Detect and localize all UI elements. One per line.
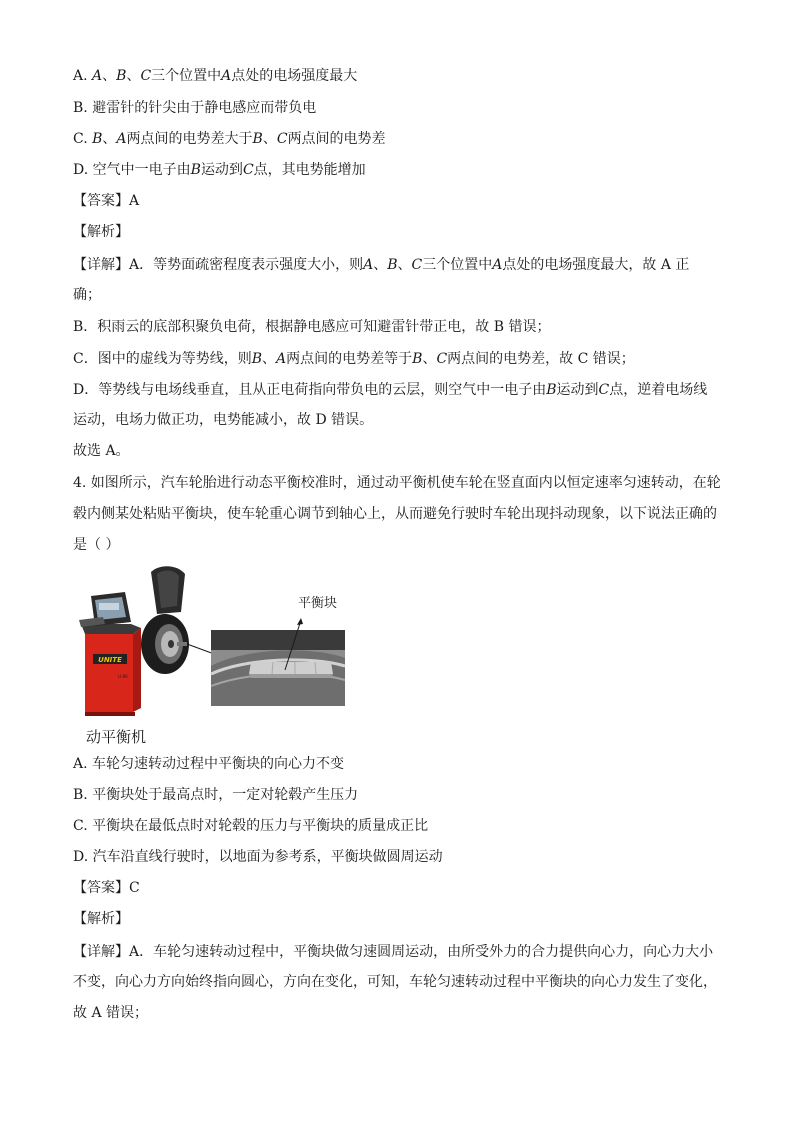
text-fragment: 【详解】A．等势面疏密程度表示强度大小，则 <box>73 257 364 273</box>
text-fragment: 三个位置中 <box>151 68 222 84</box>
prev-answer: 【答案】A <box>73 193 140 209</box>
prev-option-c <box>73 130 386 148</box>
point-a: A <box>116 131 127 147</box>
q4-stem-line3: 是（ ） <box>73 537 120 553</box>
model-label: U-96 <box>118 674 128 679</box>
prev-analysis-title: 【解析】 <box>73 224 129 240</box>
q4-detail-line3: 故 A 错误； <box>73 1005 149 1021</box>
point-c: C <box>140 68 152 84</box>
separator: 、 <box>102 68 117 84</box>
prev-option-d <box>73 161 366 179</box>
option-label: A. <box>73 68 93 84</box>
prev-detail-d-line2: 运动，电场力做正功，电势能减小，故 D 错误。 <box>73 412 374 428</box>
point-a: A <box>363 257 374 273</box>
balancing-machine-illustration <box>79 566 189 716</box>
separator: 、 <box>422 351 437 367</box>
point-b: B <box>190 162 201 178</box>
separator: 、 <box>102 131 117 147</box>
arrow-head-icon <box>297 618 303 625</box>
q4-detail-line1: 【详解】A．车轮匀速转动过程中，平衡块做匀速圆周运动，由所受外力的合力提供向心力，向心力大小 <box>73 944 714 960</box>
prev-conclusion: 故选 A。 <box>73 443 130 459</box>
point-b: B <box>116 68 127 84</box>
prev-detail-b: B．积雨云的底部积聚负电荷，根据静电感应可知避雷针带正电，故 B 错误； <box>73 319 551 335</box>
balance-weight-closeup-photo <box>211 630 345 706</box>
q4-stem-line2: 毂内侧某处粘贴平衡块，使车轮重心调节到轴心上，从而避免行驶时车轮出现抖动现象，以下说法正确的 <box>73 506 717 522</box>
point-a: A <box>221 68 232 84</box>
point-c: C <box>436 351 448 367</box>
point-b: B <box>252 131 263 147</box>
prev-option-b: B. 避雷针的针尖由于静电感应而带负电 <box>73 100 317 116</box>
q4-detail-line2: 不变，向心力方向始终指向圆心，方向在变化，可知，车轮匀速转动过程中平衡块的向心力发生了变化， <box>73 974 717 990</box>
point-b: B <box>251 351 263 367</box>
option-label: C. <box>73 131 93 147</box>
text-fragment: 运动到 <box>556 382 599 398</box>
option-label: D. 空气中一电子由 <box>73 162 191 178</box>
balance-weight-label: 平衡块 <box>298 596 338 611</box>
figure-caption: 动平衡机 <box>86 728 147 746</box>
point-b: B <box>412 351 423 367</box>
q4-option-d: D. 汽车沿直线行驶时，以地面为参考系，平衡块做圆周运动 <box>73 849 443 865</box>
prev-detail-a-line2: 确； <box>73 287 101 303</box>
q4-option-a: A. 车轮匀速转动过程中平衡块的向心力不变 <box>73 756 345 772</box>
q4-analysis-title: 【解析】 <box>73 911 129 927</box>
text-fragment: D．等势线与电场线垂直，且从正电荷指向带负电的云层，则空气中一电子由 <box>73 382 547 398</box>
text-fragment: 点，其电势能增加 <box>253 162 366 178</box>
point-c: C <box>411 257 423 273</box>
point-c: C <box>242 162 254 178</box>
separator: 、 <box>397 257 412 273</box>
q4-answer: 【答案】C <box>73 880 140 896</box>
q4-option-c: C. 平衡块在最低点时对轮毂的压力与平衡块的质量成正比 <box>73 818 429 834</box>
point-a: A <box>92 68 103 84</box>
prev-option-a <box>73 67 357 85</box>
text-fragment: 点处的电场强度最大，故 A 正 <box>502 257 690 273</box>
separator: 、 <box>126 68 141 84</box>
point-a: A <box>276 351 287 367</box>
text-fragment: 点处的电场强度最大 <box>231 68 358 84</box>
separator: 、 <box>262 351 277 367</box>
text-fragment: 两点间的电势差大于 <box>126 131 253 147</box>
prev-detail-a-line1 <box>73 256 689 274</box>
brand-label: UNITE <box>98 656 122 664</box>
text-fragment: 三个位置中 <box>422 257 493 273</box>
prev-detail-c <box>73 350 635 368</box>
point-a: A <box>492 257 503 273</box>
text-fragment: 运动到 <box>200 162 243 178</box>
q4-stem-line1: 4. 如图所示，汽车轮胎进行动态平衡校准时，通过动平衡机使车轮在竖直面内以恒定速率匀速转动，在轮 <box>73 475 721 491</box>
point-b: B <box>387 257 398 273</box>
separator: 、 <box>373 257 388 273</box>
point-b: B <box>546 382 557 398</box>
separator: 、 <box>262 131 277 147</box>
text-fragment: 两点间的电势差 <box>287 131 386 147</box>
text-fragment: C．图中的虚线为等势线，则 <box>73 351 252 367</box>
q4-option-b: B. 平衡块处于最高点时，一定对轮毂产生压力 <box>73 787 359 803</box>
prev-detail-d-line1 <box>73 381 707 399</box>
text-fragment: 点，逆着电场线 <box>609 382 708 398</box>
text-fragment: 两点间的电势差，故 C 错误； <box>447 351 635 367</box>
text-fragment: 两点间的电势差等于 <box>286 351 413 367</box>
point-c: C <box>598 382 610 398</box>
point-c: C <box>276 131 288 147</box>
point-b: B <box>92 131 103 147</box>
wheel-balancer-figure <box>73 562 363 752</box>
